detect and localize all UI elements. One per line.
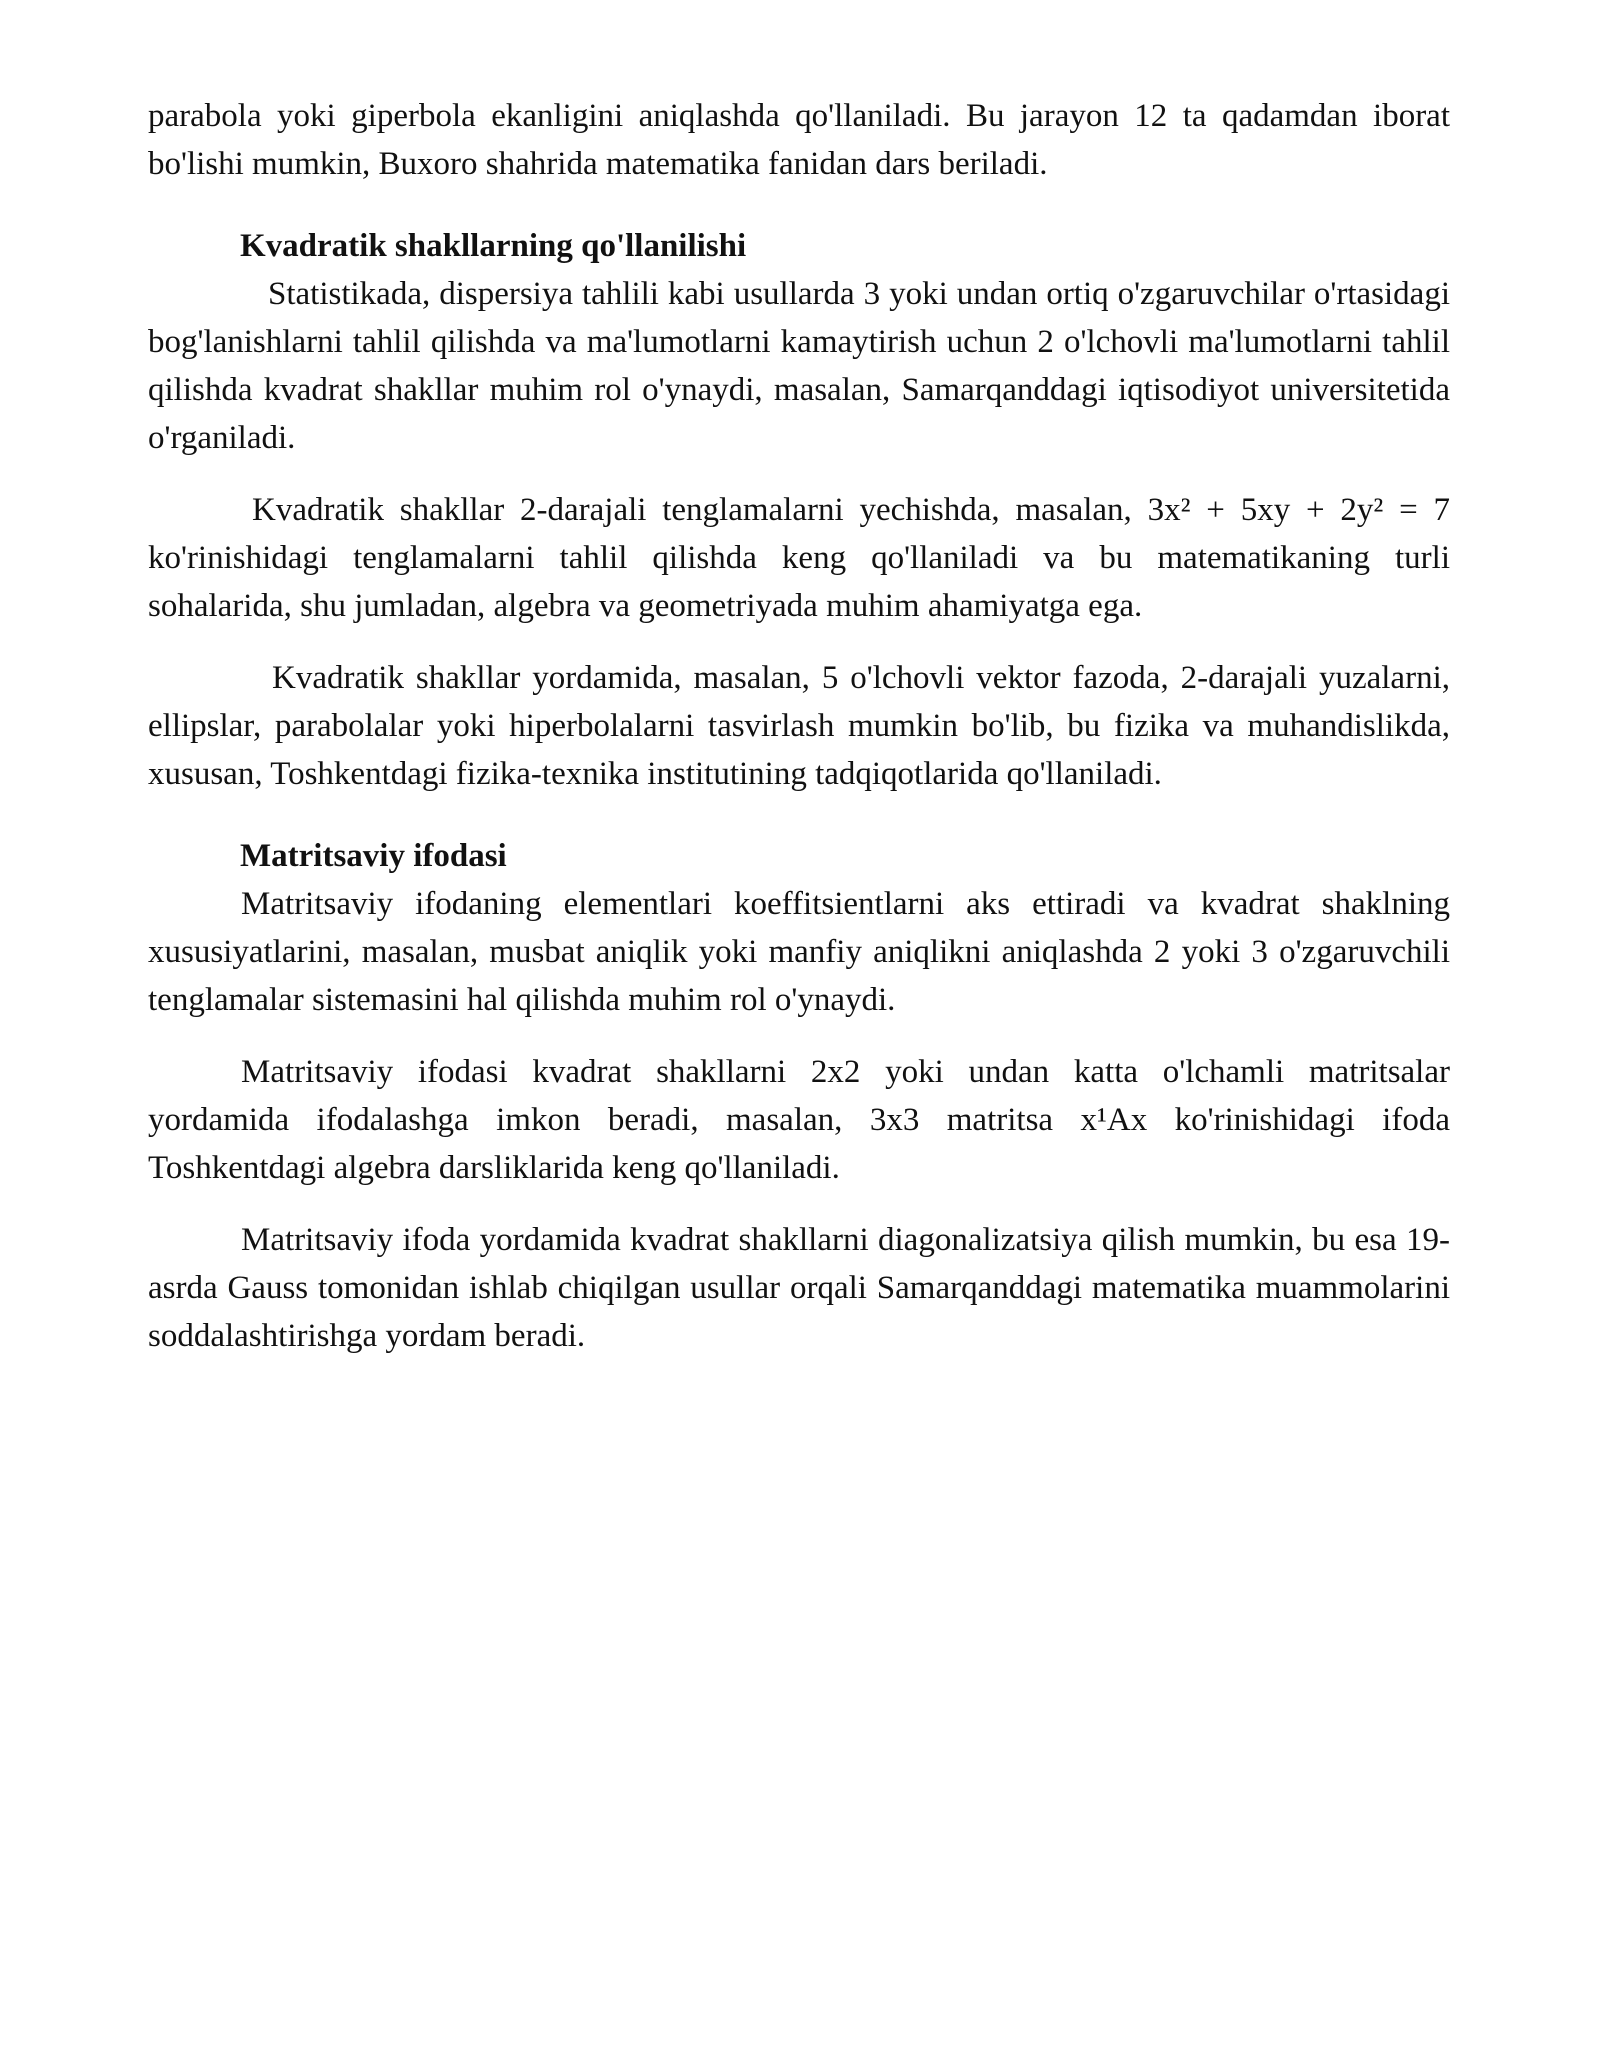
statistics-paragraph: Statistikada, dispersiya tahlili kabi usullarda 3 yoki undan ortiq o'zgaruvchilar o'rtasidagi bog'lanishlarni tahlil qilishda va ma'lumotlarni kamaytirish uchun 2 o'lchovli ma'lumotlarni tahlil qilishda kvadrat shakllar muhim rol o'ynaydi, masalan, Samarqanddagi iqtisodiyot universitetida o'rganiladi. <box>148 276 1450 456</box>
diagonalization-paragraph: Matritsaviy ifoda yordamida kvadrat shakllarni diagonalizatsiya qilish mumkin, bu esa 19-asrda Gauss tomonidan ishlab chiqilgan usullar orqali Samarqanddagi matematika muammolarini soddalashtirishga yordam beradi. <box>148 1222 1450 1354</box>
document-page <box>148 92 1450 1360</box>
vector-space-paragraph: Kvadratik shakllar yordamida, masalan, 5 o'lchovli vektor fazoda, 2-darajali yuzalarni, ellipslar, parabolalar yoki hiperbolalarni tasvirlash mumkin bo'lib, bu fizika va muhandislikda, xususan, Toshkentdagi fizika-texnika institutining tadqiqotlarida qo'llaniladi. <box>148 660 1450 792</box>
intro-paragraph: parabola yoki giperbola ekanligini aniqlashda qo'llaniladi. Bu jarayon 12 ta qadamdan iborat bo'lishi mumkin, Buxoro shahrida matematika fanidan dars beriladi. <box>148 98 1450 182</box>
section-heading-application: Kvadratik shakllarning qo'llanilishi <box>240 228 747 264</box>
matrix-expression-paragraph: Matritsaviy ifodasi kvadrat shakllarni 2x2 yoki undan katta o'lchamli matritsalar yordamida ifodalashga imkon beradi, masalan, 3x3 matritsa x¹Ax ko'rinishidagi ifoda Toshkentdagi algebra darsliklarida keng qo'llaniladi. <box>148 1054 1450 1186</box>
section-heading-matrix: Matritsaviy ifodasi <box>240 838 507 874</box>
matrix-elements-paragraph: Matritsaviy ifodaning elementlari koeffitsientlarni aks ettiradi va kvadrat shaklning xususiyatlarini, masalan, musbat aniqlik yoki manfiy aniqlikni aniqlashda 2 yoki 3 o'zgaruvchili tenglamalar sistemasini hal qilishda muhim rol o'ynaydi. <box>148 886 1450 1018</box>
equations-paragraph: Kvadratik shakllar 2-darajali tenglamalarni yechishda, masalan, 3x² + 5xy + 2y² = 7 ko'rinishidagi tenglamalarni tahlil qilishda keng qo'llaniladi va bu matematikaning turli sohalarida, shu jumladan, algebra va geometriyada muhim ahamiyatga ega. <box>148 492 1450 624</box>
